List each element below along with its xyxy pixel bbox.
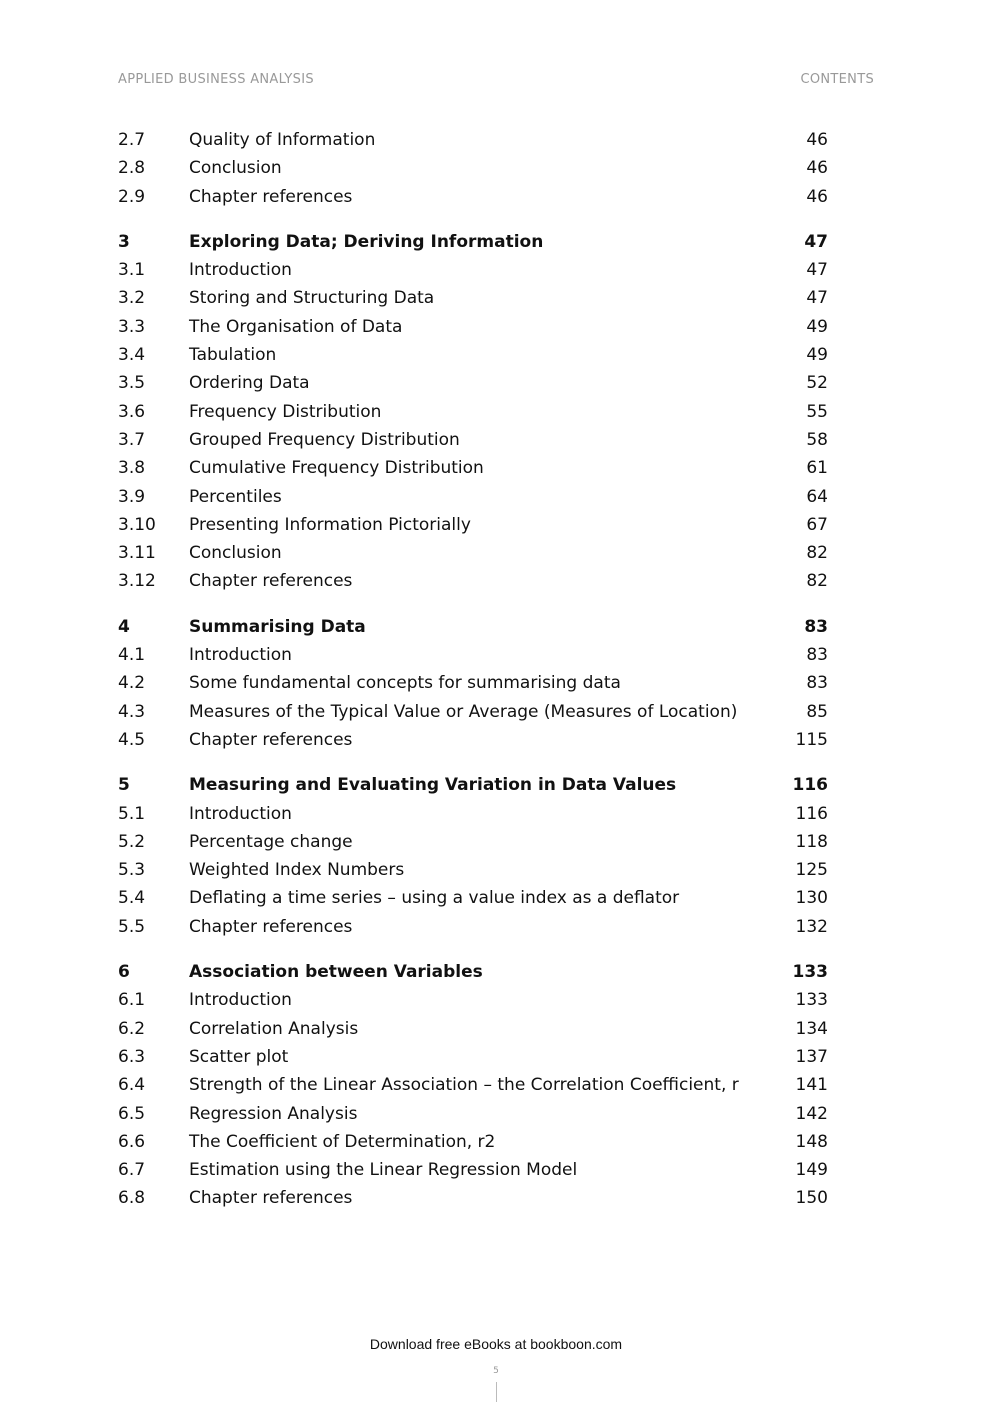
entry-title: Chapter references <box>189 186 353 207</box>
entry-number: 4.5 <box>118 729 146 750</box>
entry-number: 5.2 <box>118 831 146 852</box>
entry-page: 125 <box>795 860 828 881</box>
toc-entry[interactable] <box>118 1156 828 1184</box>
entry-title: Deflating a time series – using a value index as a deflator <box>189 888 680 909</box>
entry-page: 46 <box>806 158 828 179</box>
toc-entry[interactable] <box>118 1071 828 1099</box>
entry-page: 142 <box>795 1103 828 1124</box>
entry-title: Presenting Information Pictorially <box>189 514 471 535</box>
entry-number: 5 <box>118 775 130 796</box>
entry-title: The Coefficient of Determination, r2 <box>189 1131 496 1152</box>
toc-entry[interactable] <box>118 986 828 1014</box>
entry-page: 47 <box>804 231 828 252</box>
toc-entry[interactable] <box>118 1184 828 1212</box>
toc-chapter-entry[interactable] <box>118 771 828 799</box>
entry-page: 83 <box>806 645 828 666</box>
entry-page: 55 <box>806 401 828 422</box>
entry-page: 47 <box>806 260 828 281</box>
entry-title: Storing and Structuring Data <box>189 288 435 309</box>
entry-number: 2.7 <box>118 130 146 150</box>
entry-number: 3.3 <box>118 316 146 337</box>
toc-entry[interactable] <box>118 884 828 912</box>
toc-entry[interactable] <box>118 1128 828 1156</box>
entry-title: Introduction <box>189 990 292 1011</box>
page-number: 5 <box>493 1366 499 1376</box>
entry-number: 4.2 <box>118 673 146 694</box>
toc-entry[interactable] <box>118 126 828 154</box>
toc-entry[interactable] <box>118 313 828 341</box>
entry-number: 2.8 <box>118 158 146 179</box>
entry-number: 6.7 <box>118 1160 146 1181</box>
toc-entry[interactable] <box>118 800 828 828</box>
entry-page: 85 <box>806 701 828 722</box>
entry-title: Estimation using the Linear Regression Model <box>189 1160 578 1181</box>
toc-entry[interactable] <box>118 1015 828 1043</box>
entry-title: Chapter references <box>189 571 353 592</box>
entry-title: Correlation Analysis <box>189 1018 359 1039</box>
entry-number: 5.3 <box>118 860 146 881</box>
entry-page: 130 <box>795 888 828 909</box>
toc-chapter-entry[interactable] <box>118 228 828 256</box>
toc-entry[interactable] <box>118 398 828 426</box>
entry-title: Scatter plot <box>189 1046 289 1067</box>
entry-title: Tabulation <box>189 345 277 366</box>
entry-title: The Organisation of Data <box>189 316 403 337</box>
entry-title: Percentiles <box>189 486 282 507</box>
page-divider <box>496 1382 497 1402</box>
entry-page: 82 <box>806 571 828 592</box>
toc-entry[interactable] <box>118 511 828 539</box>
toc-entry[interactable] <box>118 856 828 884</box>
toc-group <box>118 126 828 211</box>
entry-number: 6 <box>118 962 130 983</box>
entry-number: 6.3 <box>118 1046 146 1067</box>
toc-entry[interactable] <box>118 698 828 726</box>
entry-page: 67 <box>806 514 828 535</box>
entry-title: Introduction <box>189 803 292 824</box>
toc-chapter-entry[interactable] <box>118 613 828 641</box>
table-of-contents <box>118 126 828 1230</box>
entry-number: 4.3 <box>118 701 146 722</box>
toc-entry[interactable] <box>118 567 828 595</box>
toc-entry[interactable] <box>118 539 828 567</box>
toc-entry[interactable] <box>118 284 828 312</box>
toc-entry[interactable] <box>118 369 828 397</box>
entry-title: Chapter references <box>189 729 353 750</box>
toc-entry[interactable] <box>118 641 828 669</box>
entry-page: 133 <box>792 962 828 983</box>
toc-entry[interactable] <box>118 183 828 211</box>
entry-page: 82 <box>806 543 828 564</box>
entry-number: 6.5 <box>118 1103 146 1124</box>
entry-title: Strength of the Linear Association – the Correlation Coefficient, r <box>189 1075 739 1096</box>
entry-number: 5.5 <box>118 916 146 937</box>
entry-page: 46 <box>806 130 828 150</box>
entry-page: 132 <box>795 916 828 937</box>
toc-entry[interactable] <box>118 483 828 511</box>
entry-title: Some fundamental concepts for summarising data <box>189 673 621 694</box>
toc-entry[interactable] <box>118 913 828 941</box>
entry-title: Weighted Index Numbers <box>189 860 405 881</box>
entry-title: Association between Variables <box>189 962 483 983</box>
entry-page: 118 <box>795 831 828 852</box>
toc-entry[interactable] <box>118 154 828 182</box>
entry-number: 4.1 <box>118 645 146 666</box>
entry-number: 3.10 <box>118 514 156 535</box>
entry-page: 141 <box>795 1075 828 1096</box>
entry-number: 3.12 <box>118 571 156 592</box>
entry-title: Exploring Data; Deriving Information <box>189 231 544 252</box>
entry-page: 83 <box>806 673 828 694</box>
footer-download-link[interactable]: Download free eBooks at bookboon.com <box>369 1336 623 1352</box>
entry-number: 2.9 <box>118 186 146 207</box>
toc-entry[interactable] <box>118 256 828 284</box>
entry-title: Measuring and Evaluating Variation in Data Values <box>189 775 677 796</box>
entry-title: Frequency Distribution <box>189 401 382 422</box>
toc-entry[interactable] <box>118 454 828 482</box>
entry-number: 5.1 <box>118 803 146 824</box>
entry-page: 49 <box>806 345 828 366</box>
entry-page: 134 <box>795 1018 828 1039</box>
entry-number: 6.1 <box>118 990 146 1011</box>
entry-number: 3.9 <box>118 486 146 507</box>
toc-entry[interactable] <box>118 1100 828 1128</box>
entry-number: 6.8 <box>118 1188 146 1209</box>
entry-number: 4 <box>118 616 130 637</box>
entry-page: 148 <box>795 1131 828 1152</box>
entry-title: Conclusion <box>189 158 282 179</box>
entry-page: 133 <box>795 990 828 1011</box>
entry-number: 6.4 <box>118 1075 146 1096</box>
toc-entry[interactable] <box>118 828 828 856</box>
entry-page: 149 <box>795 1160 828 1181</box>
toc-group <box>118 613 828 754</box>
entry-number: 5.4 <box>118 888 146 909</box>
entry-page: 49 <box>806 316 828 337</box>
entry-page: 58 <box>806 429 828 450</box>
running-header-section: CONTENTS <box>800 72 874 87</box>
entry-number: 3.11 <box>118 543 156 564</box>
toc-group <box>118 771 828 941</box>
entry-number: 3.6 <box>118 401 146 422</box>
entry-page: 137 <box>795 1046 828 1067</box>
entry-number: 3.5 <box>118 373 146 394</box>
entry-number: 3 <box>118 231 130 252</box>
entry-page: 47 <box>806 288 828 309</box>
entry-title: Quality of Information <box>189 130 376 150</box>
entry-number: 3.4 <box>118 345 146 366</box>
entry-title: Percentage change <box>189 831 353 852</box>
entry-number: 3.8 <box>118 458 146 479</box>
entry-page: 116 <box>795 803 828 824</box>
entry-title: Ordering Data <box>189 373 310 394</box>
entry-page: 150 <box>795 1188 828 1209</box>
entry-title: Chapter references <box>189 916 353 937</box>
entry-page: 116 <box>792 775 828 796</box>
entry-title: Cumulative Frequency Distribution <box>189 458 484 479</box>
entry-title: Introduction <box>189 260 292 281</box>
entry-number: 6.2 <box>118 1018 146 1039</box>
running-header-title: APPLIED BUSINESS ANALYSIS <box>118 72 314 87</box>
entry-title: Chapter references <box>189 1188 353 1209</box>
entry-title: Summarising Data <box>189 616 366 637</box>
entry-page: 52 <box>806 373 828 394</box>
entry-title: Introduction <box>189 645 292 666</box>
toc-entry[interactable] <box>118 669 828 697</box>
entry-title: Grouped Frequency Distribution <box>189 429 460 450</box>
toc-entry[interactable] <box>118 426 828 454</box>
entry-number: 3.1 <box>118 260 146 281</box>
toc-entry[interactable] <box>118 341 828 369</box>
toc-entry[interactable] <box>118 726 828 754</box>
entry-page: 61 <box>806 458 828 479</box>
entry-page: 83 <box>804 616 828 637</box>
entry-number: 6.6 <box>118 1131 146 1152</box>
toc-chapter-entry[interactable] <box>118 958 828 986</box>
toc-entry[interactable] <box>118 1043 828 1071</box>
entry-number: 3.2 <box>118 288 146 309</box>
entry-title: Conclusion <box>189 543 282 564</box>
entry-page: 64 <box>806 486 828 507</box>
entry-page: 115 <box>795 729 828 750</box>
toc-group <box>118 958 828 1213</box>
toc-group <box>118 228 828 596</box>
entry-title: Measures of the Typical Value or Average (Measures of Location) <box>189 701 738 722</box>
entry-page: 46 <box>806 186 828 207</box>
entry-number: 3.7 <box>118 429 146 450</box>
entry-title: Regression Analysis <box>189 1103 358 1124</box>
